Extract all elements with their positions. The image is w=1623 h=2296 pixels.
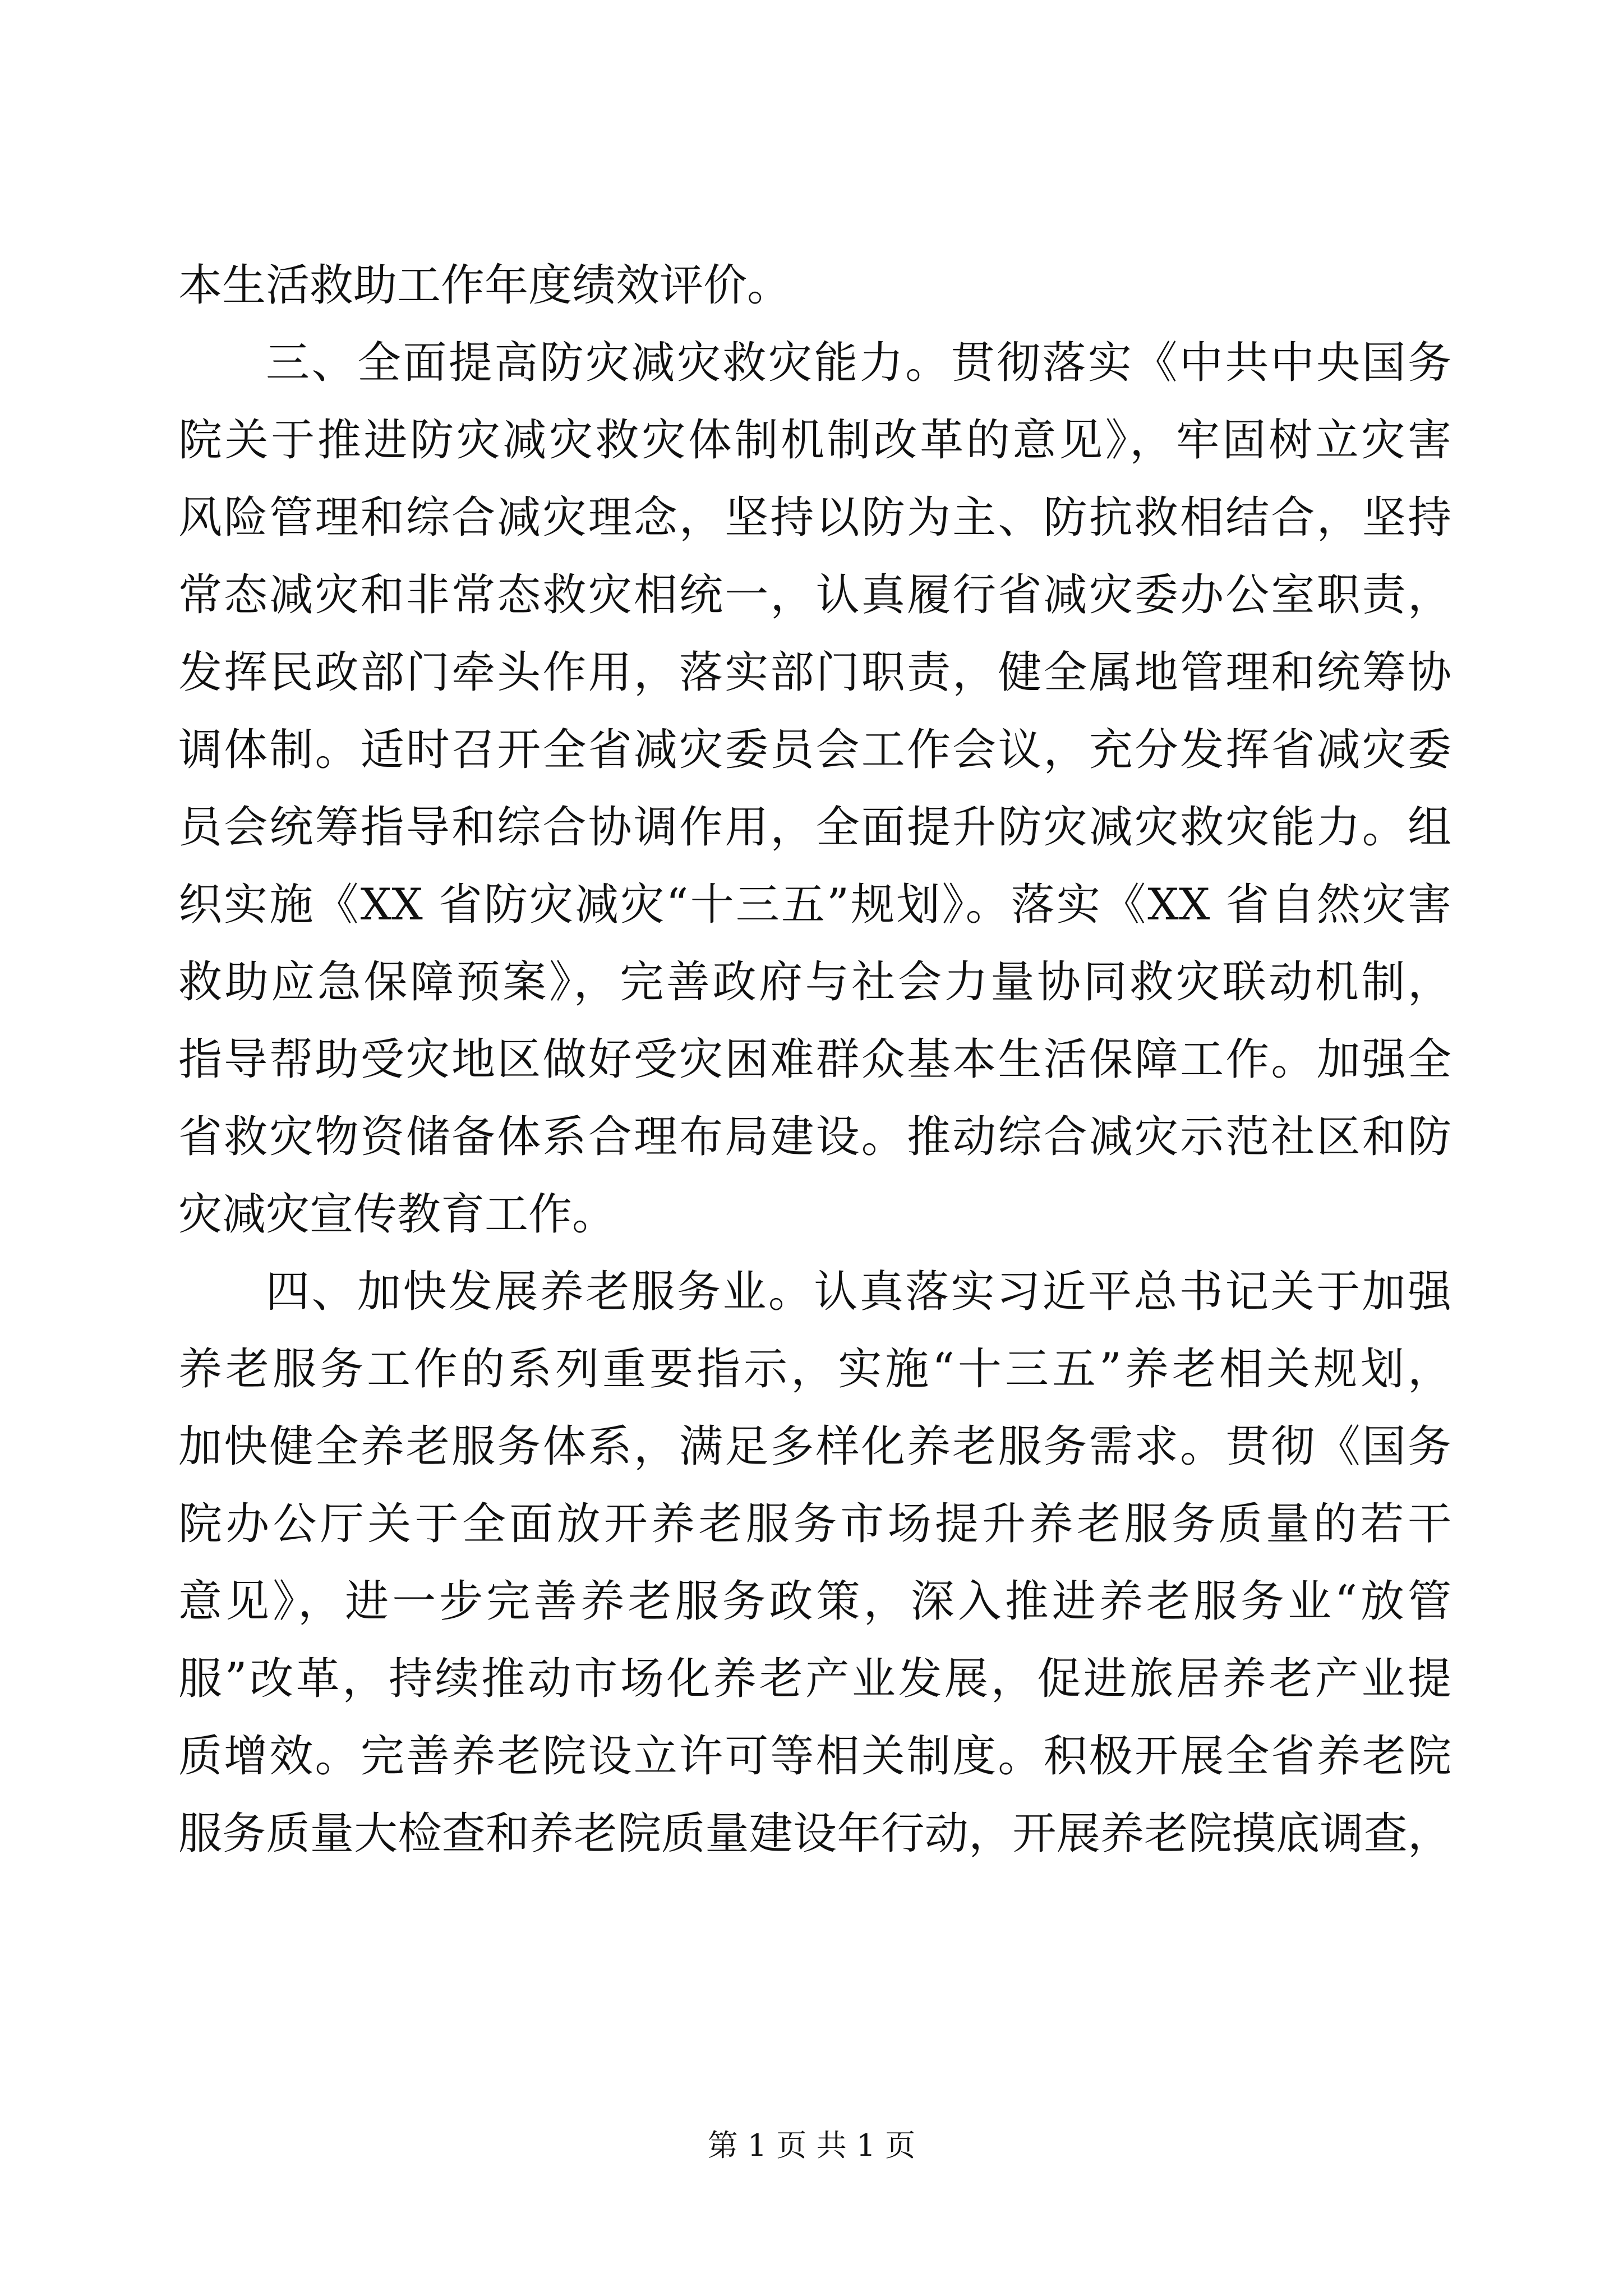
text-line: 本生活救助工作年度绩效评价。: [178, 260, 791, 311]
text-line: 调体制。适时召开全省减灾委员会工作会议，充分发挥省减灾委: [178, 725, 1451, 775]
text-line: 指导帮助受灾地区做好受灾困难群众基本生活保障工作。加强全: [178, 1034, 1451, 1085]
text-line: 养老服务工作的系列重要指示，实施“十三五”养老相关规划，: [178, 1344, 1451, 1395]
text-line: 院办公厅关于全面放开养老服务市场提升养老服务质量的若干: [178, 1499, 1451, 1549]
document-body: [178, 247, 1451, 1872]
text-line: 四、加快发展养老服务业。认真落实习近平总书记关于加强: [266, 1267, 1451, 1317]
text-line: 织实施《XX 省防灾减灾“十三五”规划》。落实《XX 省自然灾害: [178, 880, 1451, 930]
text-line: 省救灾物资储备体系合理布局建设。推动综合减灾示范社区和防: [178, 1112, 1451, 1162]
text-line: 灾减灾宣传教育工作。: [178, 1189, 616, 1240]
text-line: 意见》，进一步完善养老服务政策，深入推进养老服务业“放管: [178, 1576, 1451, 1627]
text-line: 加快健全养老服务体系，满足多样化养老服务需求。贯彻《国务: [178, 1421, 1451, 1472]
text-line: 院关于推进防灾减灾救灾体制机制改革的意见》，牢固树立灾害: [178, 415, 1451, 466]
text-line: 服务质量大检查和养老院质量建设年行动，开展养老院摸底调查，: [178, 1809, 1451, 1859]
text-line: 服”改革，持续推动市场化养老产业发展，促进旅居养老产业提: [178, 1654, 1451, 1704]
text-line: 常态减灾和非常态救灾相统一，认真履行省减灾委办公室职责，: [178, 570, 1451, 620]
text-line: 救助应急保障预案》，完善政府与社会力量协同救灾联动机制，: [178, 957, 1451, 1007]
page-footer: 第 1 页 共 1 页: [707, 2128, 916, 2163]
text-line: 风险管理和综合减灾理念，坚持以防为主、防抗救相结合，坚持: [178, 493, 1451, 543]
text-line: 质增效。完善养老院设立许可等相关制度。积极开展全省养老院: [178, 1731, 1451, 1782]
text-line: 员会统筹指导和综合协调作用，全面提升防灾减灾救灾能力。组: [178, 802, 1451, 853]
text-line: 三、全面提高防灾减灾救灾能力。贯彻落实《中共中央国务: [266, 338, 1451, 388]
text-line: 发挥民政部门牵头作用，落实部门职责，健全属地管理和统筹协: [178, 647, 1451, 698]
